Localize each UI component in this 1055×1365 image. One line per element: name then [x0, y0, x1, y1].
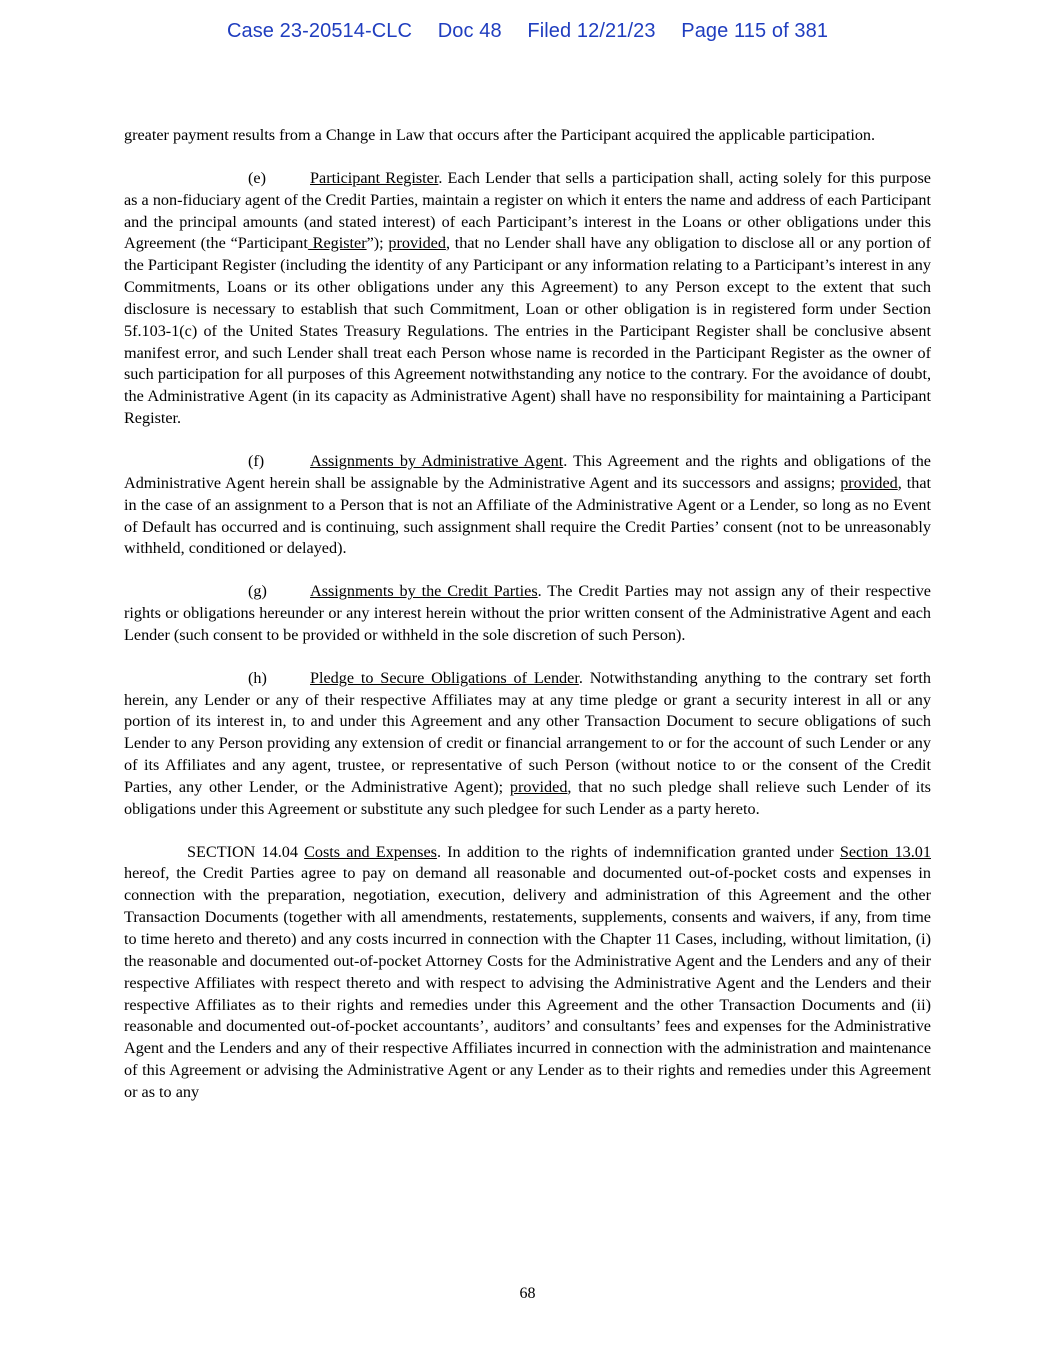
filed-date: Filed 12/21/23 [527, 20, 656, 42]
clause-title: Participant Register [310, 168, 439, 187]
provided-term: provided [840, 473, 898, 492]
clause-text: , that no such pledge shall relieve such Lender of its obligations under this Agreement or substitute any such pledgee for such Lender as a party hereto. [124, 777, 931, 818]
clause-text: . The Credit Parties may not assign any of their respective rights or obligations hereunder or any interest herein without the prior written consent of the Administrative Agent and each Lender (such consent to be provided or withheld in the sole discretion of such Person). [124, 582, 931, 644]
defined-term: Register [307, 234, 367, 253]
paragraph-h-pledge [124, 668, 931, 821]
document-body [124, 125, 931, 1125]
clause-text: . Notwithstanding anything to the contrary set forth herein, any Lender or any of their respective Affiliates may at any time pledge or grant a security interest in all or any portion of its interest in, to and under this Agreement and any other Transaction Document to secure obligations of such Lender to any Person providing any extension of credit or financial arrangement to or for the account of such Lender or any of its Affiliates and any agent, trustee, or representative of such Person (without notice to or the consent of the Credit Parties, any other Lender, or the Administrative Agent); [124, 668, 932, 796]
clause-text: , that in the case of an assignment to a Person that is not an Affiliate of the Administrative Agent or a Lender, so long as no Event of Default has occurred and is continuing, such assignment shall require the Credit Parties’ consent (not to be unreasonably withheld, conditioned or delayed). [124, 473, 932, 558]
clause-title: Pledge to Secure Obligations of Lender [310, 668, 579, 687]
section-title: Costs and Expenses [304, 842, 437, 861]
clause-text: ”); [366, 234, 389, 253]
section-label: SECTION 14.04 [187, 842, 298, 861]
clause-text: . Each Lender that sells a participation shall, acting solely for this purpose as a non-fiduciary agent of the Credit Parties, maintain a register on which it enters the name and address of each Participant and the principal amounts (and stated interest) of each Participant’s interest in the Loans or other obligations under this Agreement (the “Participant [124, 168, 931, 253]
clause-text: , that no Lender shall have any obligation to disclose all or any portion of the Participant Register (including the identity of any Participant or any information relating to a Participant’s interest in any Commitments, Loans or its other obligations under any this Agreement) to any Person except to the extent that such disclosure is necessary to establish that such Commitment, Loan or other obligation is in registered form under Section 5f.103-1(c) of the United States Treasury Regulations. The entries in the Participant Register shall be conclusive absent manifest error, and such Lender shall treat each Person whose name is recorded in the Participant Register as the owner of such participation for all purposes of this Agreement notwithstanding any notice to the contrary. For the avoidance of doubt, the Administrative Agent (in its capacity as Administrative Agent) shall have no responsibility for maintaining a Participant Register. [124, 234, 931, 428]
paragraph-continuation: greater payment results from a Change in Law that occurs after the Participant acquired the applicable participation. [124, 126, 876, 144]
clause-label: (f) [248, 451, 265, 470]
clause-label: (e) [248, 168, 266, 187]
paragraph-g-assignments-credit-parties [124, 581, 931, 647]
section-text: hereof, the Credit Parties agree to pay on demand all reasonable and documented out-of-pocket costs and expenses in connection with the preparation, negotiation, execution, delivery and administration of this Agreement and the other Transaction Documents (together with all amendments, restatements, supplements, consents and waivers, if any, from time to time hereto and thereto) and any costs incurred in connection with the Chapter 11 Cases, including, without limitation, (i) the reasonable and documented out-of-pocket Attorney Costs for the Administrative Agent and the Lenders and any of their respective Affiliates with respect thereto and with respect to advising the Administrative Agent and the Lenders and their respective Affiliates as to their rights and remedies under this Agreement and the other Transaction Documents and (ii) reasonable and documented out-of-pocket accountants’, auditors’ and consultants’ fees and expenses for the Administrative Agent and the Lenders and any of their respective Affiliates incurred in connection with the administration and maintenance of this Agreement or advising the Administrative Agent or any Lender as to their rights and remedies under this Agreement or as to any [124, 864, 931, 1101]
section-reference: Section 13.01 [839, 842, 931, 861]
page-number: 68 [519, 1285, 536, 1302]
clause-text: . This Agreement and the rights and obligations of the Administrative Agent herein shall be assignable by the Administrative Agent and its successors and assigns; [124, 451, 931, 492]
court-filing-header [0, 20, 1055, 43]
provided-term: provided [509, 777, 568, 796]
paragraph-e-participant-register [124, 168, 931, 430]
clause-title: Assignments by the Credit Parties [310, 582, 538, 601]
case-number: Case 23-20514-CLC [226, 20, 413, 42]
clause-label: (h) [248, 668, 267, 687]
paragraph-f-assignments-agent [124, 451, 931, 560]
clause-label: (g) [248, 582, 267, 601]
section-text: . In addition to the rights of indemnification granted under [436, 842, 840, 861]
clause-title: Assignments by Administrative Agent [310, 451, 564, 470]
page-of-total: Page 115 of 381 [681, 20, 829, 42]
provided-term: provided [388, 234, 446, 253]
doc-number: Doc 48 [437, 20, 502, 42]
section-14-04-costs-expenses [124, 842, 931, 1104]
